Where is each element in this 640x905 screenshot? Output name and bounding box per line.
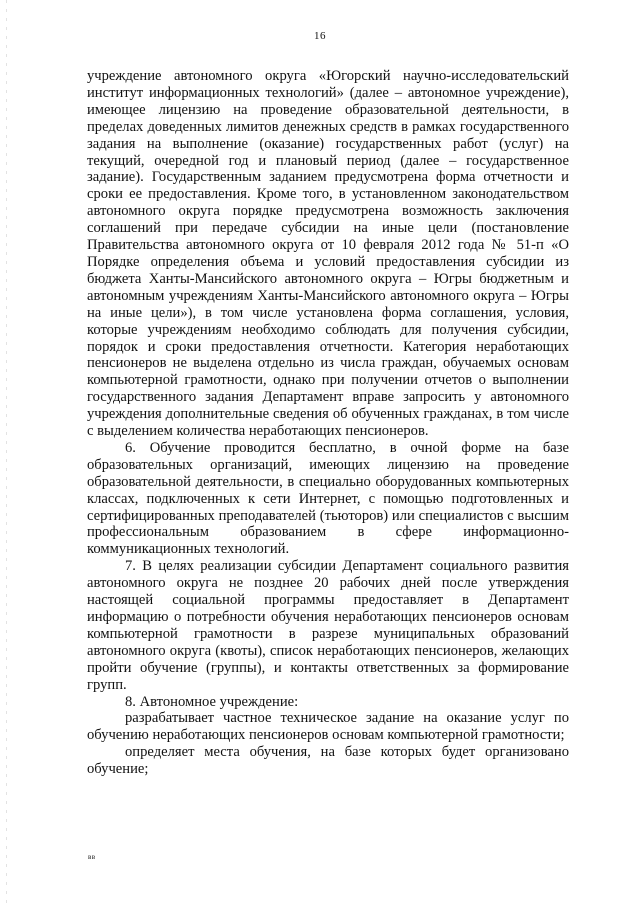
paragraph-item-6: 6. Обучение проводится бесплатно, в очной форме на базе образовательных организаций, имеющих лицензию на проведение образовательной деятельности, в специально оборудованных компьютерных классах, подключенных к сети Интернет, с помощью подготовленных и сертифицированных преподавателей (тьюторов) или специалистов с высшим профессиональным образованием в сфере информационно-коммуникационных технологий. — [87, 439, 569, 558]
paragraph-item-8-heading: 8. Автономное учреждение: — [125, 693, 299, 710]
paragraph-item-8-task-spec: разрабатывает частное техническое задание на оказание услуг по обучению неработающих пенсионеров основам компьютерной грамотности; — [87, 710, 569, 744]
page-number: 16 — [314, 30, 326, 42]
document-body — [87, 68, 569, 778]
paragraph-item-8-training-places: определяет места обучения, на базе которых будет организовано обучение; — [87, 744, 569, 778]
footer-initials: вв — [88, 853, 96, 861]
paragraph-item-7: 7. В целях реализации субсидии Департамент социального развития автономного округа не позднее 20 рабочих дней после утверждения настоящей социальной программы предоставляет в Департамент информацию о потребности обучения неработающих пенсионеров основам компьютерной грамотности в разрезе муниципальных образований автономного округа (квоты), список неработающих пенсионеров, желающих пройти обучение (группы), и контакты ответственных за формирование групп. — [87, 558, 569, 693]
scan-edge-artifact — [6, 0, 7, 905]
paragraph-continuation: учреждение автономного округа «Югорский научно-исследовательский институт информационных технологий» (далее – автономное учреждение), имеющее лицензию на проведение образовательной деятельности, в пределах доведенных лимитов денежных средств в рамках государственного задания на выполнение (оказание) государственных работ (услуг) на текущий, очередной год и плановый период (далее – государственное задание). Государственным заданием предусмотрена форма отчетности и сроки ее предоставления. Кроме того, в установленном законодательством автономного округа порядке предусмотрена возможность заключения соглашений при передаче субсидии на иные цели (постановление Правительства автономного округа от 10 февраля 2012 года № 51-п «О Порядке определения объема и условий предоставления субсидии из бюджета Ханты-Мансийского автономного округа – Югры бюджетным и автономным учреждениям Ханты-Мансийского автономного округа – Югры на иные цели»), в том числе установлена форма соглашения, условия, которые учреждениям необходимо соблюдать для получения субсидии, порядок и сроки предоставления отчетности. Категория неработающих пенсионеров не выделена отдельно из числа граждан, обучаемых основам компьютерной грамотности, однако при получении отчетов о выполнении государственного задания Департамент вправе запросить у автономного учреждения дополнительные сведения об обученных гражданах, в том числе с выделением количества неработающих пенсионеров. — [87, 68, 569, 440]
